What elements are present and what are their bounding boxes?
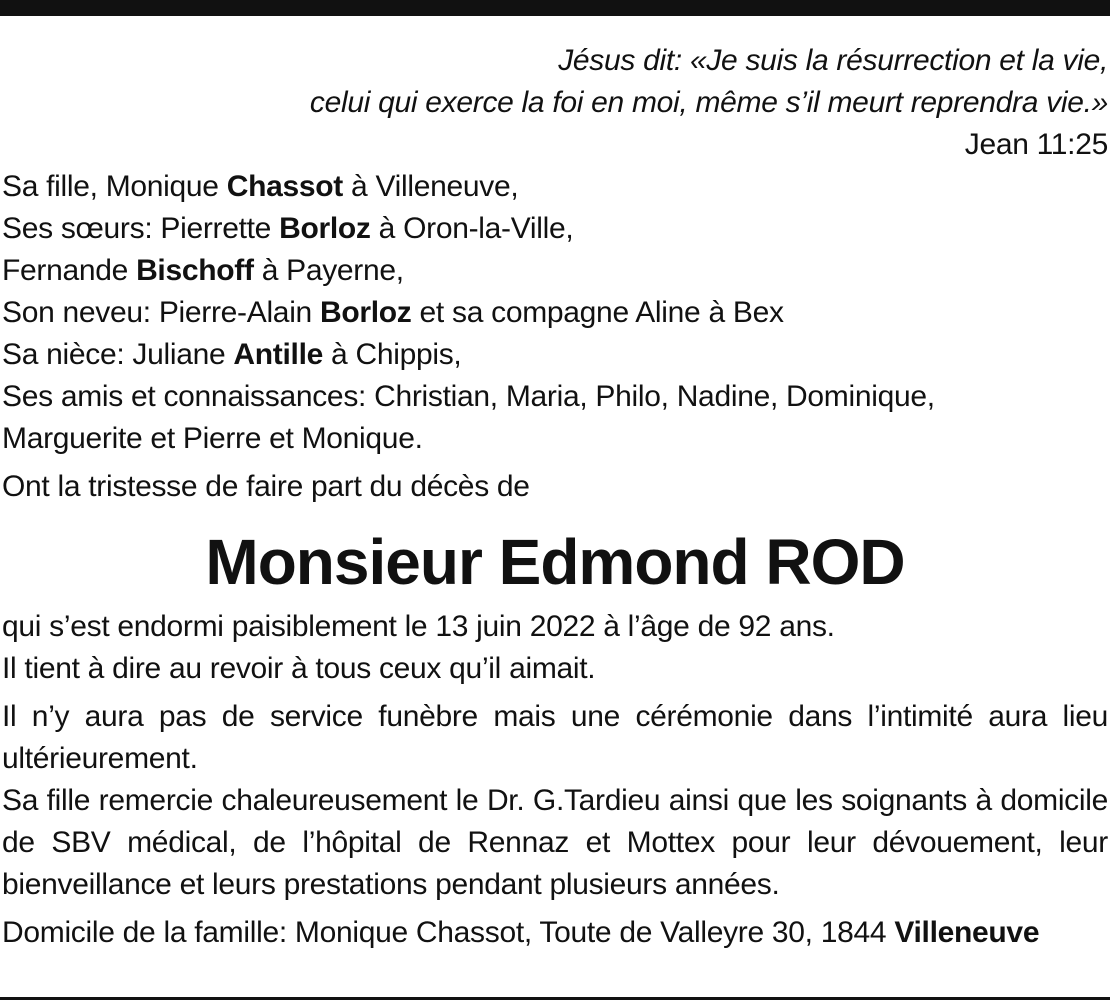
details-line-1: qui s’est endormi paisiblement le 13 juin 2022 à l’âge de 92 ans. [2, 610, 835, 643]
domicile-town: Villeneuve [894, 916, 1040, 949]
quote-reference: Jean 11:25 [964, 128, 1108, 161]
announcement: Ont la tristesse de faire part du décès de [2, 470, 530, 503]
family-surname: Chassot [226, 170, 343, 203]
family-text: à Oron-la-Ville, [370, 212, 574, 245]
family-line-7: Marguerite et Pierre et Monique. [2, 422, 423, 455]
domicile-text: Domicile de la famille: Monique Chassot, Toute de Valleyre 30, 1844 [2, 916, 895, 949]
family-surname: Antille [233, 338, 323, 371]
top-rule [0, 0, 1110, 16]
details-line-2: Il tient à dire au revoir à tous ceux qu’il aimait. [2, 652, 596, 685]
family-line-3 [2, 250, 1108, 292]
quote-line-2: celui qui exerce la foi en moi, même s’il meurt reprendra vie.» [309, 86, 1108, 119]
family-line-6: Ses amis et connaissances: Christian, Maria, Philo, Nadine, Dominique, [2, 380, 935, 413]
family-text: Sa nièce: Juliane [2, 338, 234, 371]
quote-line-1: Jésus dit: «Je suis la résurrection et la vie, [558, 44, 1108, 77]
family-surname: Borloz [319, 296, 412, 329]
family-text: Fernande [2, 254, 137, 287]
family-line-1 [2, 166, 1108, 208]
domicile-line [2, 912, 1108, 954]
family-line-5 [2, 334, 1108, 376]
bottom-rule [0, 997, 1110, 1000]
family-text: à Payerne, [253, 254, 404, 287]
family-surname: Borloz [279, 212, 371, 245]
service-paragraph: Il n’y aura pas de service funèbre mais une cérémonie dans l’intimité aura lieu ultérieurement. [2, 700, 1108, 775]
family-line-2 [2, 208, 1108, 250]
family-text: à Villeneuve, [343, 170, 519, 203]
obituary-notice [2, 40, 1108, 954]
family-text: Son neveu: Pierre-Alain [2, 296, 320, 329]
family-text: à Chippis, [323, 338, 462, 371]
family-text: et sa compagne Aline à Bex [411, 296, 784, 329]
family-line-4 [2, 292, 1108, 334]
thanks-paragraph: Sa fille remercie chaleureusement le Dr. G.Tardieu ainsi que les soignants à domicile de SBV médical, de l’hôpital de Rennaz et Mottex pour leur dévouement, leur bienveillance et leurs prestations pendant plusieurs années. [2, 784, 1108, 901]
family-surname: Bischoff [136, 254, 254, 287]
family-text: Sa fille, Monique [2, 170, 227, 203]
family-text: Ses sœurs: Pierrette [2, 212, 280, 245]
deceased-name: Monsieur Edmond ROD [205, 526, 905, 598]
